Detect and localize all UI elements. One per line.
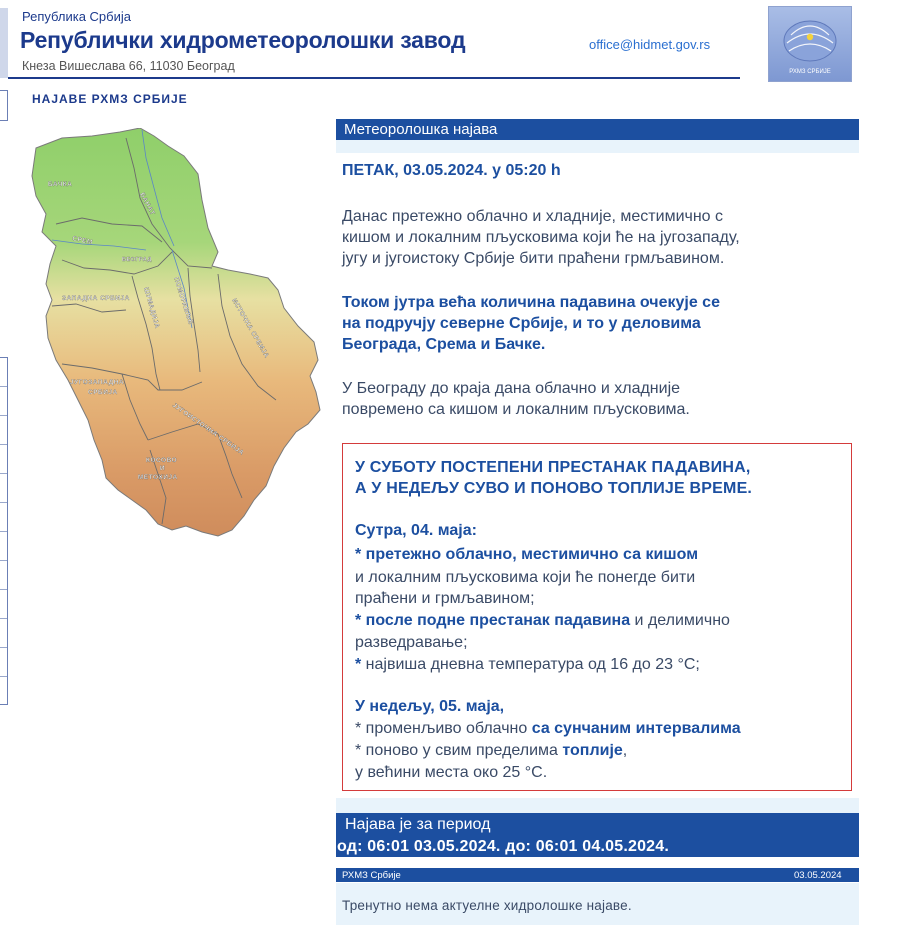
tab-rhmz-announcements[interactable]: НАЈАВЕ РХМЗ СРБИЈЕ xyxy=(32,92,188,106)
day2-title: У недељу, 05. маја, xyxy=(355,698,505,715)
map-label-istocna: ИСТОЧНА СРБИЈА xyxy=(230,297,271,360)
text-normal: * поново у свим пределима xyxy=(355,742,563,759)
forecast-paragraph-today xyxy=(342,206,852,269)
text-line: кишом и локалним пљусковима који ће на југозападу, xyxy=(342,229,740,246)
email-link[interactable]: office@hidmet.gov.rs xyxy=(589,37,711,52)
map-label-zapadna: ЗАПАДНА СРБИЈА xyxy=(62,295,130,302)
footer-bar xyxy=(336,868,859,882)
text-normal: и делимично xyxy=(630,612,730,629)
text-line: А У НЕДЕЉУ СУВО И ПОНОВО ТОПЛИЈЕ ВРЕМЕ. xyxy=(355,480,753,497)
forecast-paragraph-belgrade xyxy=(342,378,852,420)
rhmz-logo[interactable] xyxy=(768,6,852,82)
section-title-bar xyxy=(336,119,859,140)
section-title: Метеоролошка најава xyxy=(344,121,498,138)
text-line: Данас претежно облачно и хладније, местимично с xyxy=(342,208,724,225)
rhmz-logo-icon xyxy=(769,7,851,81)
text-line: повремено са кишом и локалним пљусковима. xyxy=(342,401,690,418)
day1-line4 xyxy=(355,610,730,631)
left-frame-top xyxy=(0,90,8,121)
text-line: на подручју северне Србије, и то у деловима xyxy=(342,315,701,332)
day2-line3: у већини места око 25 °C. xyxy=(355,764,548,781)
outlook-headline xyxy=(355,457,845,499)
map-label-i: И xyxy=(160,465,166,472)
map-label-banat: БАНАТ xyxy=(138,191,156,217)
left-frame-list xyxy=(0,357,8,705)
header-divider xyxy=(8,77,740,79)
period-label: Најава је за период xyxy=(345,816,491,833)
footer-source: РХМЗ Србије xyxy=(342,870,401,881)
header-left-accent xyxy=(0,8,8,78)
period-strip xyxy=(336,798,859,813)
forecast-paragraph-morning xyxy=(342,292,852,355)
header-title[interactable]: Републички хидрометеоролошки завод xyxy=(20,27,466,53)
forecast-date: ПЕТАК, 03.05.2024. у 05:20 h xyxy=(342,162,561,179)
footer-date: 03.05.2024 xyxy=(794,870,842,881)
day1-line6 xyxy=(355,654,700,675)
day1-line5: разведравање; xyxy=(355,634,468,651)
map-label-jugozapadna: ЈУГОЗАПАДНА xyxy=(70,379,125,386)
day1-title: Сутра, 04. маја: xyxy=(355,522,477,539)
map-label-backa: БАЧКА xyxy=(48,181,73,188)
text-bold: са сунчаним интервалима xyxy=(531,720,741,737)
map-label-kosovo: КОСОВО xyxy=(146,457,178,464)
map-label-srem: СРЕМ xyxy=(71,235,94,247)
map-label-metohija: МЕТОХИЈА xyxy=(138,474,178,481)
text-line: југу и југоистоку Србије бити праћени грмљавином. xyxy=(342,250,725,267)
text-line: У Београду до краја дана облачно и хладније xyxy=(342,380,681,397)
text-normal: , xyxy=(622,742,628,759)
period-range: од: 06:01 03.05.2024. до: 06:01 04.05.2024. xyxy=(337,838,670,855)
text-bold: топлије xyxy=(562,742,623,759)
day1-line2: и локалним пљусковима који ће понегде бити xyxy=(355,569,696,586)
text-line: Током јутра већа количина падавина очекује се xyxy=(342,294,720,311)
hydro-forecast-text: Тренутно нема актуелне хидролошке најаве. xyxy=(342,898,632,913)
map-label-jugozapadna-srbija: СРБИЈА xyxy=(88,389,118,396)
map-label-pomoravlje: ПОМОРАВЉЕ xyxy=(172,276,194,326)
map-label-jugoistocna: ЈУГОИСТОЧНА СРБИЈА xyxy=(170,401,246,457)
serbia-region-map[interactable] xyxy=(22,128,322,540)
text-bold: * после подне престанак падавина xyxy=(355,612,631,629)
bullet-star: * xyxy=(355,656,362,673)
text-line: У СУБОТУ ПОСТЕПЕНИ ПРЕСТАНАК ПАДАВИНА, xyxy=(355,459,751,476)
section-strip xyxy=(336,140,859,153)
header-address: Кнеза Вишеслава 66, 11030 Београд xyxy=(22,59,235,73)
day1-line1: * претежно облачно, местимично са кишом xyxy=(355,546,699,563)
day2-line2 xyxy=(355,740,627,761)
map-label-beograd: БЕОГРАД xyxy=(122,257,152,263)
text-line: Београда, Срема и Бачке. xyxy=(342,336,546,353)
logo-text: РХМЗ СРБИЈЕ xyxy=(789,69,831,75)
header-country: Република Србија xyxy=(22,9,131,24)
day1-line3: праћени и грмљавином; xyxy=(355,590,535,607)
text-normal: * променљиво облачно xyxy=(355,720,532,737)
day2-line1 xyxy=(355,718,741,739)
map-label-sumadija: ШУМАДИЈА xyxy=(142,286,161,330)
text-normal: највиша дневна температура од 16 до 23 °C; xyxy=(361,656,700,673)
